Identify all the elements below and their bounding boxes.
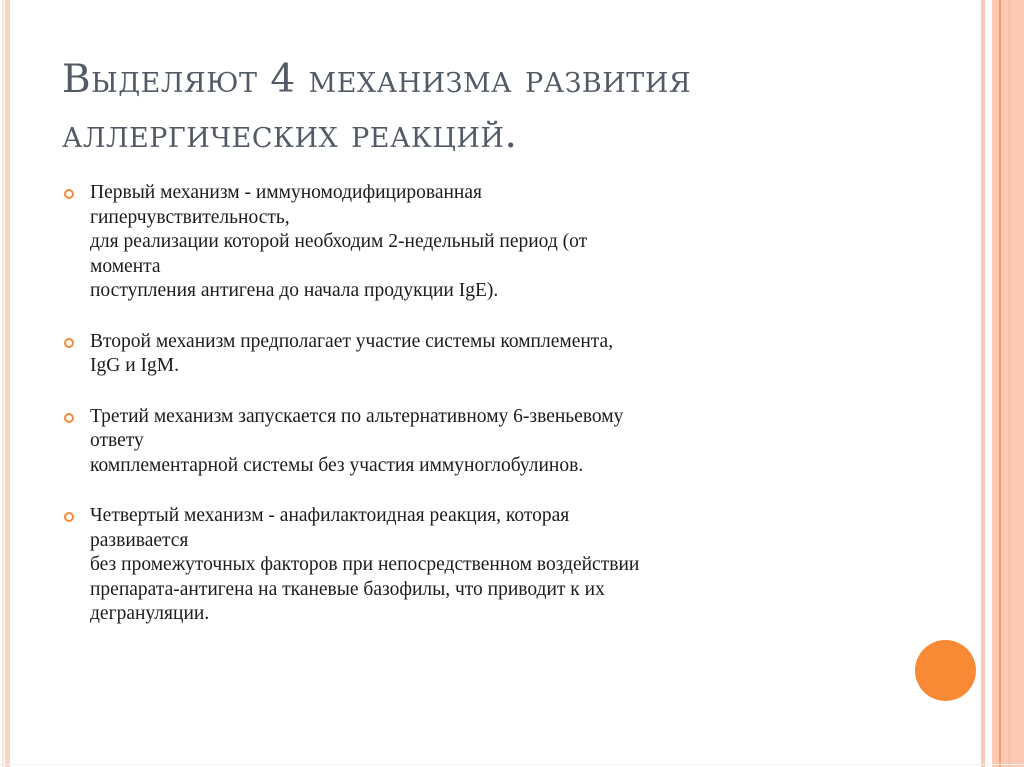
right-decor-line-dark — [999, 0, 1001, 767]
bottom-border — [0, 764, 1024, 765]
hollow-circle-bullet-icon — [64, 512, 74, 522]
bullet-3-line-3: комплементарной системы без участия иммуноглобулинов. — [90, 454, 584, 476]
bullet-4-line-4: препарата-антигена на тканевые базофилы, что приводит к их — [90, 578, 605, 600]
bullet-4-line-1: Четвертый механизм - анафилактоидная реакция, которая — [90, 505, 570, 526]
bullet-4-line-3: без промежуточных факторов при непосредственном воздействии — [90, 554, 640, 575]
bullet-item-2 — [62, 330, 912, 379]
right-decor-stripe-thin — [981, 0, 985, 767]
bullet-1-line-1: Первый механизм - иммуномодифицированная — [90, 182, 482, 203]
bullet-item-4 — [62, 504, 912, 627]
bullet-1-line-3: для реализации которой необходим 2-недельный период (от — [90, 231, 588, 252]
left-decor-stripe-thin — [2, 0, 4, 767]
bullet-2-line-2: IgG и IgM. — [90, 355, 179, 376]
bullet-item-3 — [62, 405, 912, 479]
title-line-1: Выделяют 4 механизма развития — [62, 57, 692, 102]
slide-title — [62, 52, 942, 162]
bullet-2-line-1: Второй механизм предполагает участие системы комплемента, — [90, 330, 614, 352]
bullet-4-line-5: дегрануляции. — [90, 603, 210, 624]
hollow-circle-bullet-icon — [64, 338, 74, 348]
right-decor-line-light — [1008, 0, 1010, 767]
hollow-circle-bullet-icon — [64, 189, 74, 199]
bullet-1-line-5: поступления антигена до начала продукции IgE). — [90, 280, 499, 301]
orange-circle-decoration-icon — [915, 640, 976, 701]
bullet-1-line-4: момента — [90, 255, 161, 277]
bullet-list — [62, 181, 912, 653]
bullet-4-line-2: развивается — [90, 529, 189, 551]
bullet-3-line-2: ответу — [90, 430, 144, 451]
bullet-3-line-1: Третий механизм запускается по альтернативному 6-звеньевому — [90, 405, 624, 427]
left-decor-stripe — [5, 0, 10, 767]
bullet-1-line-2: гиперчувствительность, — [90, 206, 290, 228]
bullet-item-1 — [62, 181, 912, 304]
title-line-2: аллергических реакций. — [62, 112, 518, 157]
hollow-circle-bullet-icon — [64, 413, 74, 423]
